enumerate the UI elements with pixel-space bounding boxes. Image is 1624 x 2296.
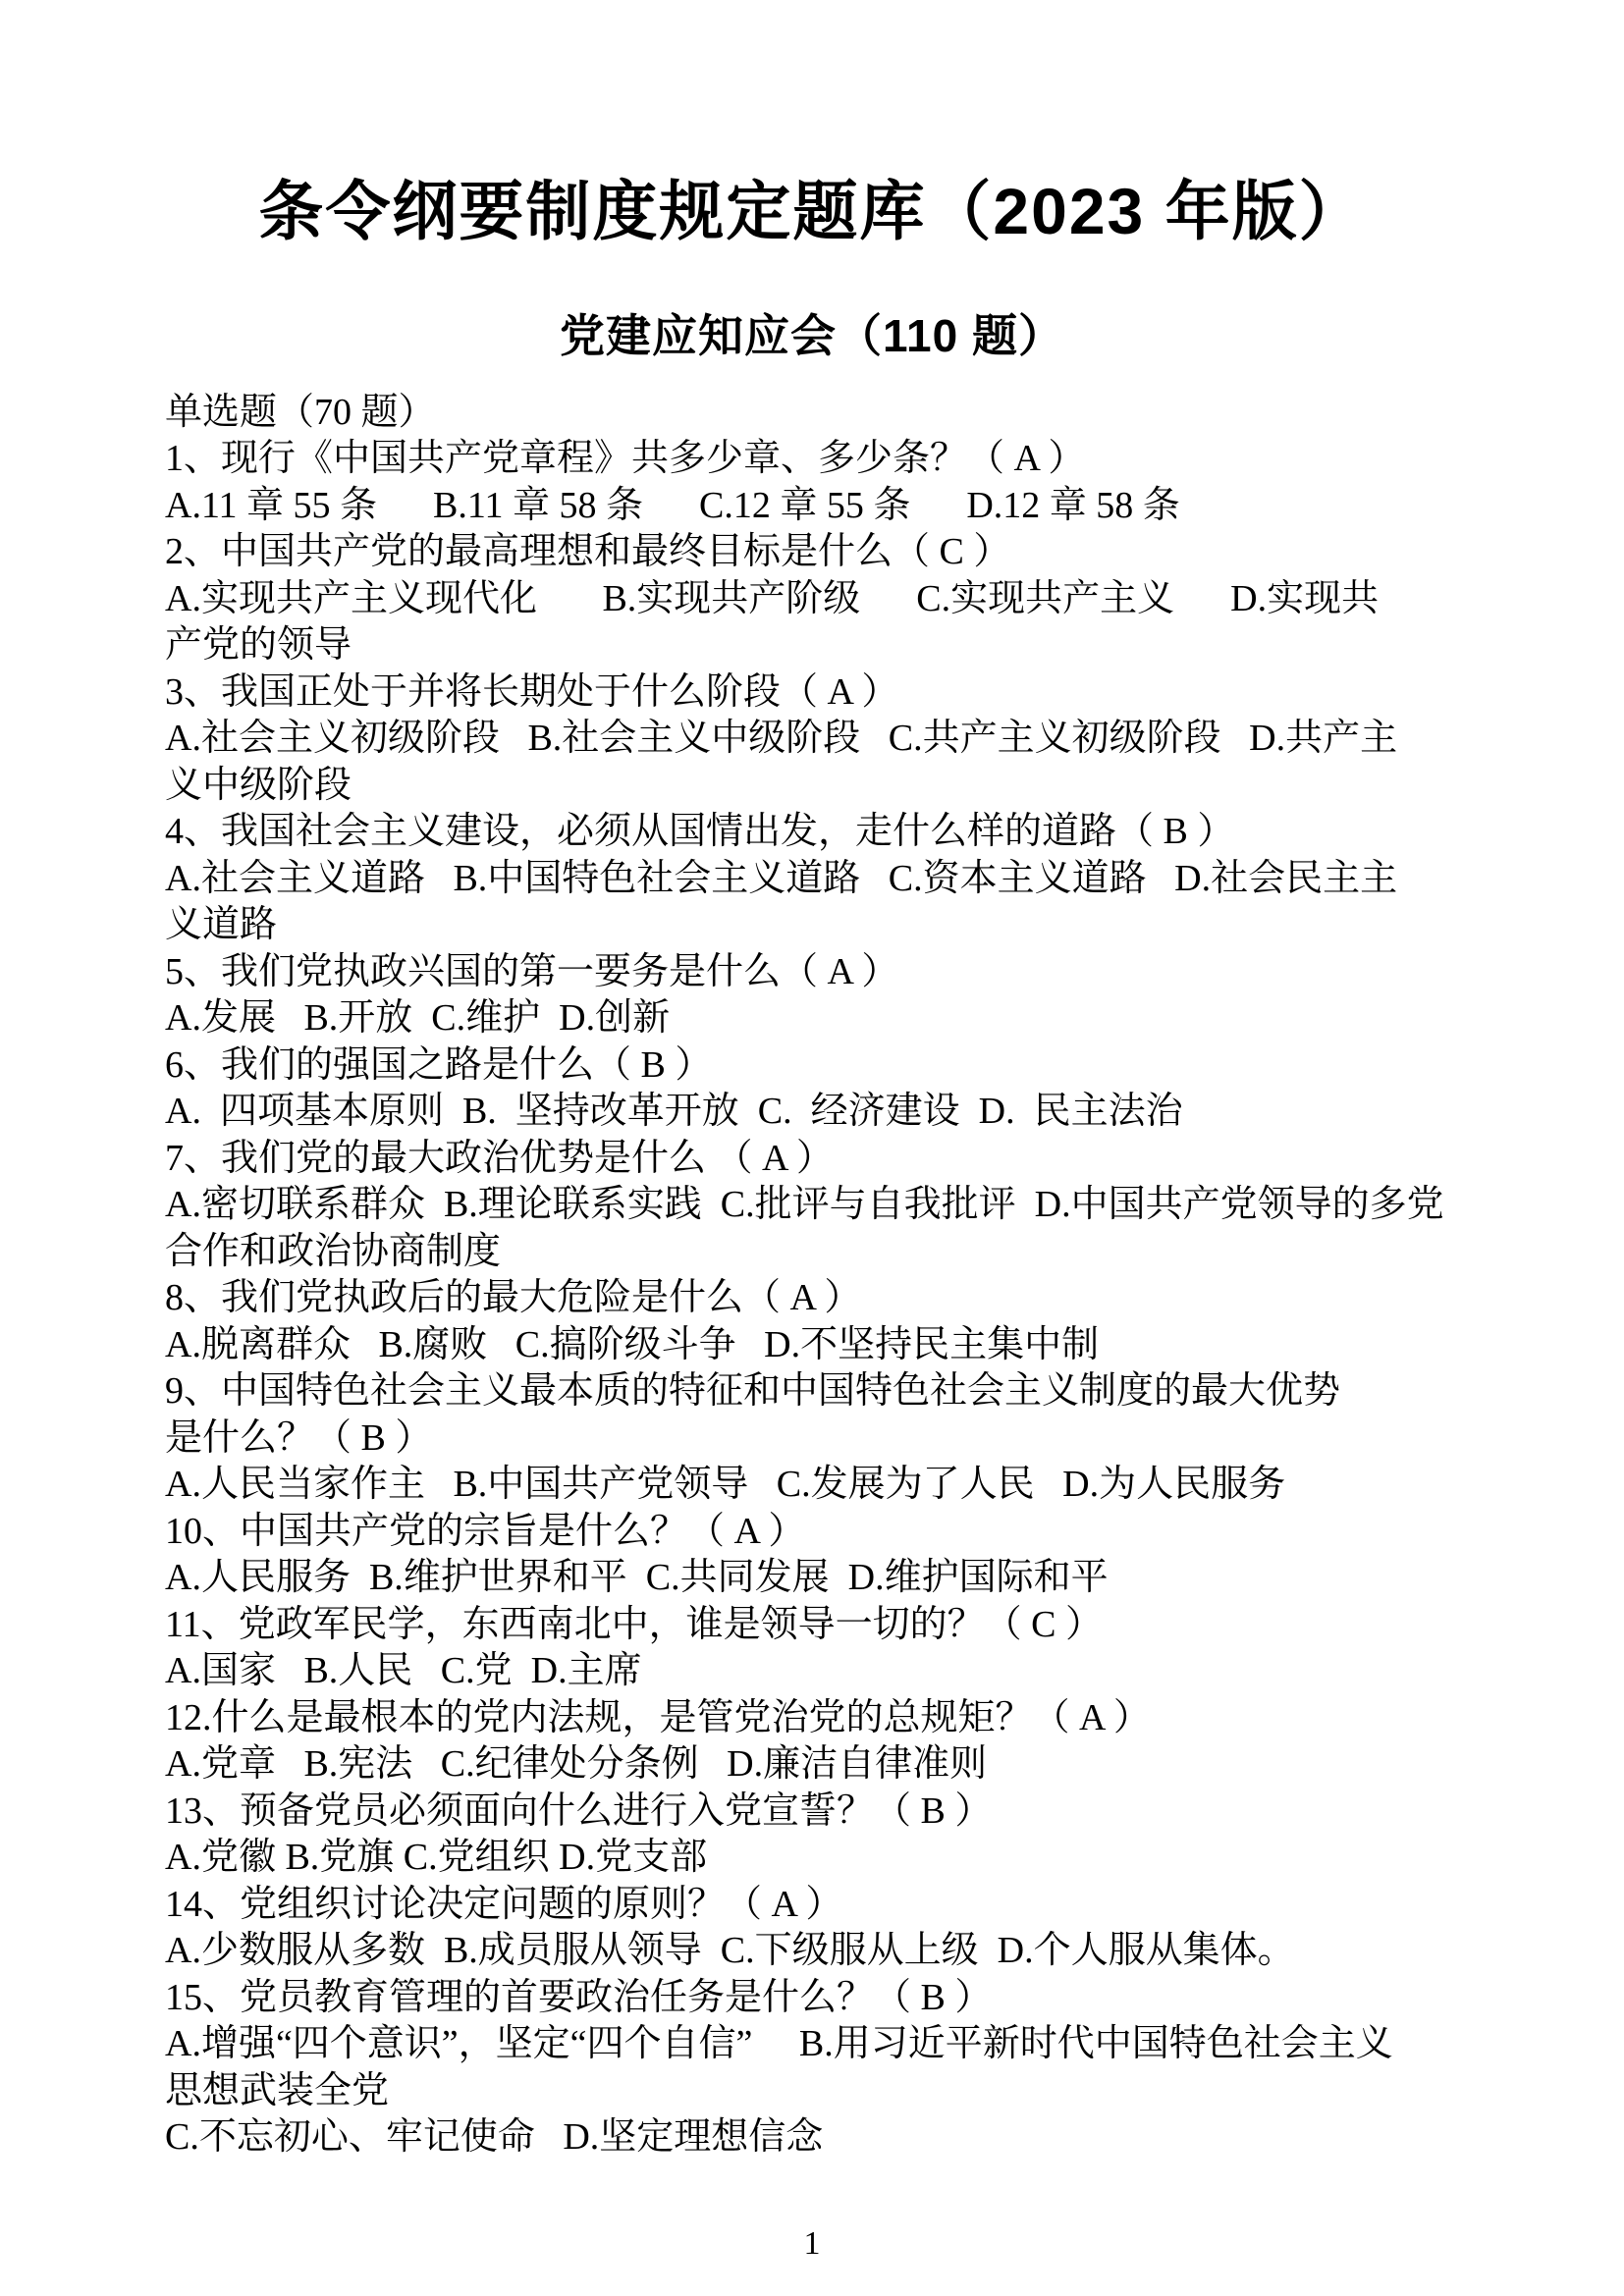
text-line: 7、我们党的最大政治优势是什么 （ A ） [165, 1137, 834, 1179]
text-line: 3、我国正处于并将长期处于什么阶段（ A ） [165, 670, 899, 713]
text-line: A.党章 B.宪法 C.纪律处分条例 D.廉洁自律准则 [165, 1743, 988, 1786]
text-line: 14、党组织讨论决定问题的原则？（ A ） [165, 1883, 843, 1925]
text-line: C.不忘初心、牢记使命 D.坚定理想信念 [165, 2116, 824, 2159]
text-line: 5、我们党执政兴国的第一要务是什么（ A ） [165, 950, 899, 992]
question-lines [165, 390, 1477, 2162]
text-line: 12.什么是最根本的党内法规，是管党治党的总规矩？（ A ） [165, 1696, 1151, 1738]
text-line: 合作和政治协商制度 [165, 1230, 502, 1272]
text-line: 单选题（70 题） [165, 391, 436, 433]
text-line: A.实现共产主义现代化 B.实现共产阶级 C.实现共产主义 D.实现共 [165, 577, 1380, 619]
document-subtitle: 党建应知应会（110 题） [560, 309, 1064, 361]
text-line: 13、预备党员必须面向什么进行入党宣誓？（ B ） [165, 1789, 993, 1832]
text-line: A.发展 B.开放 C.维护 D.创新 [165, 997, 671, 1040]
text-line: 15、党员教育管理的首要政治任务是什么？（ B ） [165, 1976, 993, 2018]
text-line: A.11 章 55 条 B.11 章 58 条 C.12 章 55 条 D.12 章 58 条 [165, 484, 1180, 526]
text-line: 义道路 [165, 904, 278, 946]
text-line: 4、我国社会主义建设，必须从国情出发，走什么样的道路（ B ） [165, 811, 1235, 853]
text-line: A.密切联系群众 B.理论联系实践 C.批评与自我批评 D.中国共产党领导的多党 [165, 1184, 1444, 1226]
page-number: 1 [803, 2225, 821, 2262]
text-line: A.增强“四个意识”，坚定“四个自信” B.用习近平新时代中国特色社会主义 [165, 2023, 1393, 2065]
text-line: A.社会主义道路 B.中国特色社会主义道路 C.资本主义道路 D.社会民主主 [165, 857, 1398, 899]
text-line: A.人民服务 B.维护世界和平 C.共同发展 D.维护国际和平 [165, 1557, 1109, 1599]
text-line: A.党徽 B.党旗 C.党组织 D.党支部 [165, 1837, 708, 1879]
text-line: A.脱离群众 B.腐败 C.搞阶级斗争 D.不坚持民主集中制 [165, 1323, 1100, 1365]
text-line: 思想武装全党 [165, 2069, 390, 2111]
text-line: 11、党政军民学，东西南北中，谁是领导一切的？（ C ） [165, 1603, 1103, 1645]
text-line: A. 四项基本原则 B. 坚持改革开放 C. 经济建设 D. 民主法治 [165, 1091, 1183, 1133]
text-line: A.少数服从多数 B.成员服从领导 C.下级服从上级 D.个人服从集体。 [165, 1930, 1295, 1972]
text-line: 10、中国共产党的宗旨是什么？（ A ） [165, 1510, 806, 1552]
text-line: A.人民当家作主 B.中国共产党领导 C.发展为了人民 D.为人民服务 [165, 1464, 1286, 1506]
document-title: 条令纲要制度规定题库（2023 年版） [258, 175, 1366, 247]
text-line: 是什么？（ B ） [165, 1416, 433, 1459]
text-line: 义中级阶段 [165, 764, 352, 806]
text-line: 产党的领导 [165, 624, 352, 667]
text-line: 2、中国共产党的最高理想和最终目标是什么（ C ） [165, 531, 1011, 573]
text-line: A.国家 B.人民 C.党 D.主席 [165, 1650, 642, 1692]
text-line: A.社会主义初级阶段 B.社会主义中级阶段 C.共产主义初级阶段 D.共产主 [165, 718, 1398, 760]
text-line: 9、中国特色社会主义最本质的特征和中国特色社会主义制度的最大优势 [165, 1370, 1341, 1413]
text-line: 6、我们的强国之路是什么（ B ） [165, 1043, 713, 1086]
text-line: 8、我们党执政后的最大危险是什么（ A ） [165, 1277, 862, 1319]
text-line: 1、现行《中国共产党章程》共多少章、多少条？（ A ） [165, 438, 1086, 480]
